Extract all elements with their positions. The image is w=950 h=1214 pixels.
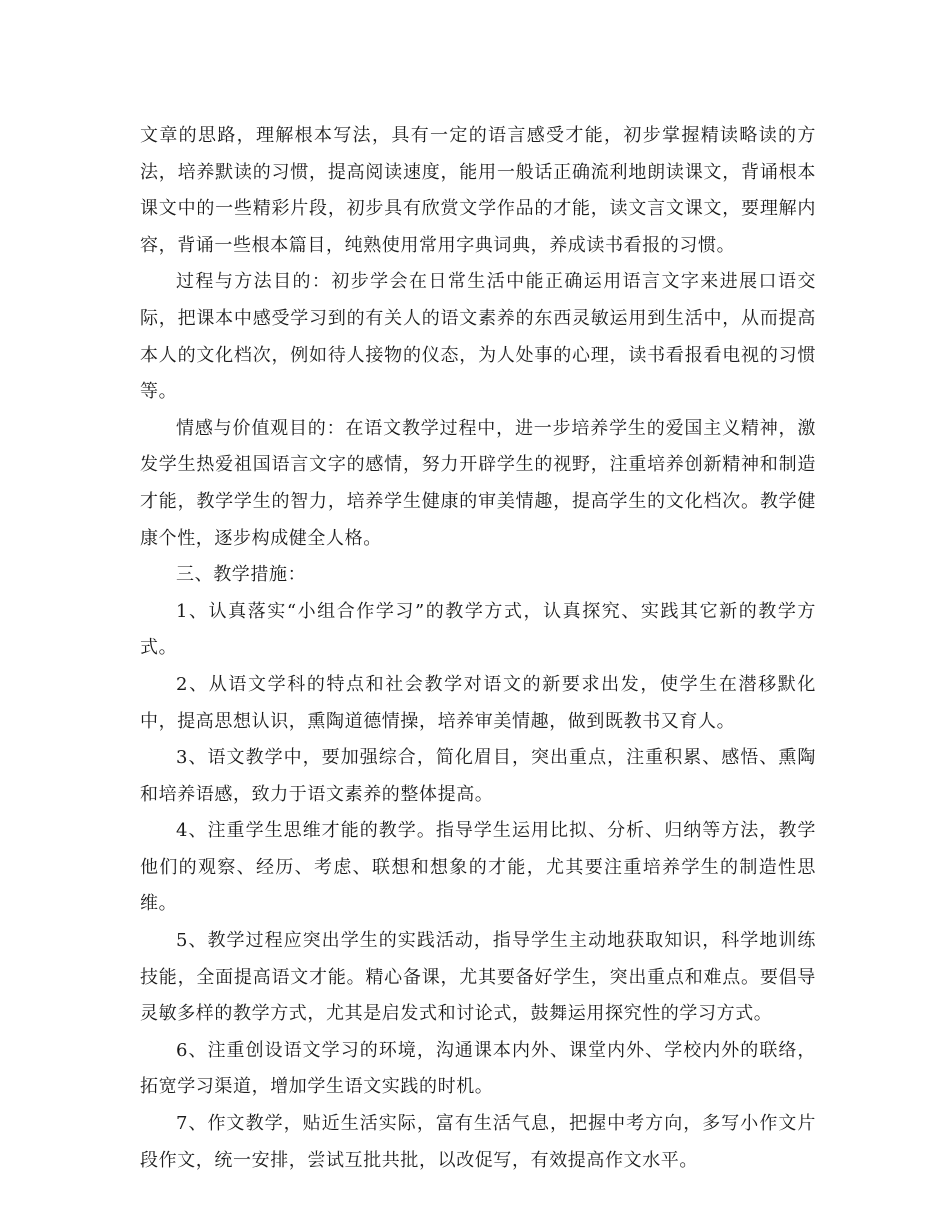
measure-item-5: 5、教学过程应突出学生的实践活动，指导学生主动地获取知识，科学地训练技能，全面提高语文才能。精心备课，尤其要备好学生，突出重点和难点。要倡导灵敏多样的教学方式，尤其是启发式和讨论式，鼓舞运用探究性的学习方式。 — [140, 930, 816, 1025]
measure-item-6: 6、注重创设语文学习的环境，沟通课本内外、课堂内外、学校内外的联络，拓宽学习渠道，增加学生语文实践的时机。 — [140, 1039, 816, 1098]
paragraph-reading-skills: 文章的思路，理解根本写法，具有一定的语言感受才能，初步掌握精读略读的方法，培养默读的习惯，提高阅读速度，能用一般话正确流利地朗读课文，背诵根本课文中的一些精彩片段，初步具有欣赏文学作品的才能，读文言文课文，要理解内容，背诵一些根本篇目，纯熟使用常用字典词典，养成读书看报的习惯。 — [140, 125, 816, 256]
measure-item-1: 1、认真落实“小组合作学习”的教学方式，认真探究、实践其它新的教学方式。 — [140, 600, 816, 659]
paragraph-process-method-goal: 过程与方法目的：初步学会在日常生活中能正确运用语言文字来进展口语交际，把课本中感受学习到的有关人的语文素养的东西灵敏运用到生活中，从而提高本人的文化档次，例如待人接物的仪态，为人处事的心理，读书看报看电视的习惯等。 — [140, 271, 816, 403]
measure-item-7: 7、作文教学，贴近生活实际，富有生活气息，把握中考方向，多写小作文片段作文，统一安排，尝试互批共批，以改促写，有效提高作文水平。 — [140, 1113, 816, 1171]
measure-item-2: 2、从语文学科的特点和社会教学对语文的新要求出发，使学生在潜移默化中，提高思想认识，熏陶道德情操，培养审美情趣，做到既教书又育人。 — [140, 673, 816, 732]
section-heading-teaching-measures: 三、教学措施： — [176, 564, 307, 586]
measure-item-4: 4、注重学生思维才能的教学。指导学生运用比拟、分析、归纳等方法，教学他们的观察、经历、考虑、联想和想象的才能，尤其要注重培养学生的制造性思维。 — [140, 820, 816, 915]
paragraph-emotion-value-goal: 情感与价值观目的：在语文教学过程中，进一步培养学生的爱国主义精神，激发学生热爱祖国语言文字的感情，努力开辟学生的视野，注重培养创新精神和制造才能，教学学生的智力，培养学生健康的审美情趣，提高学生的文化档次。教学健康个性，逐步构成健全人格。 — [140, 417, 816, 549]
measure-item-3: 3、语文教学中，要加强综合，简化眉目，突出重点，注重积累、感悟、熏陶和培养语感，致力于语文素养的整体提高。 — [140, 747, 816, 805]
document-body — [140, 118, 816, 1179]
